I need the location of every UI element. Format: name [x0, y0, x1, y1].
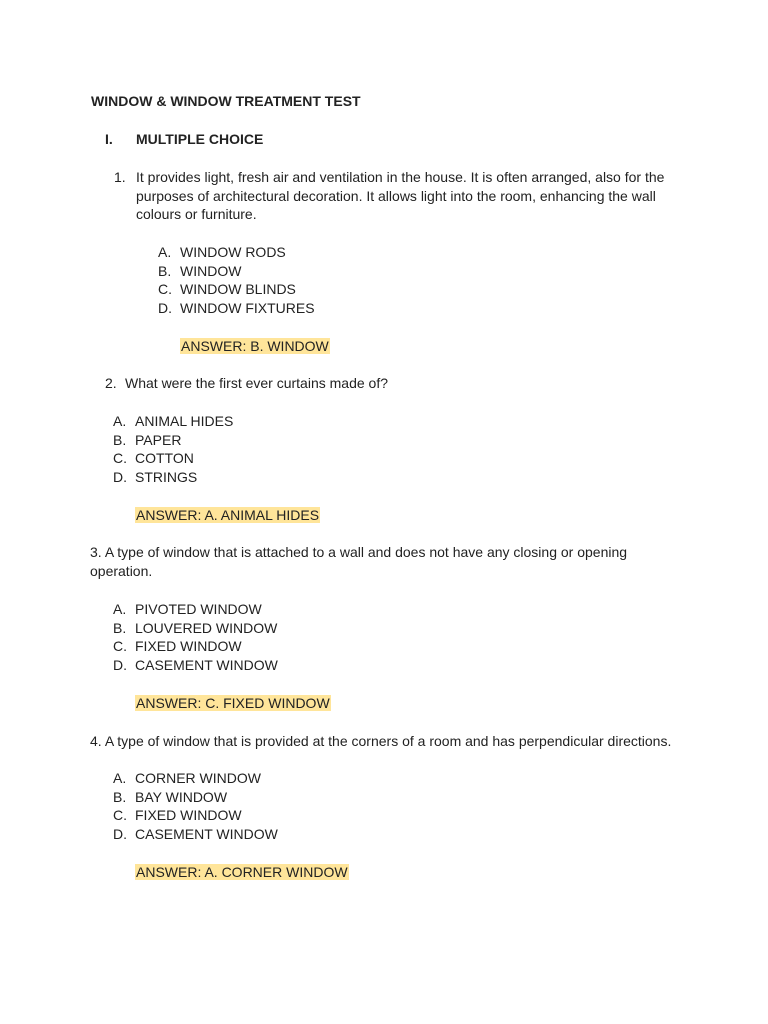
option-text: CASEMENT WINDOW: [135, 656, 278, 673]
document-title: WINDOW & WINDOW TREATMENT TEST: [91, 93, 361, 109]
option-b: [113, 619, 277, 637]
option-letter: B.: [158, 262, 172, 279]
option-letter: C.: [113, 450, 127, 466]
option-letter: A.: [113, 413, 127, 429]
option-text: LOUVERED WINDOW: [135, 619, 278, 636]
option-b: [113, 431, 181, 449]
option-text: FIXED WINDOW: [135, 807, 242, 823]
option-text: WINDOW RODS: [180, 244, 286, 260]
option-letter: D.: [113, 656, 127, 673]
question-text-line: colours or furniture.: [136, 206, 257, 222]
option-c: [113, 637, 242, 655]
section-heading: MULTIPLE CHOICE: [136, 131, 264, 147]
option-a: [113, 769, 261, 787]
option-letter: D.: [158, 299, 172, 316]
option-letter: C.: [113, 807, 127, 823]
option-letter: B.: [113, 431, 127, 448]
answer-highlight: ANSWER: B. WINDOW: [181, 338, 329, 354]
option-a: [113, 412, 233, 430]
option-text: PAPER: [135, 431, 182, 448]
answer-highlight: ANSWER: A. CORNER WINDOW: [136, 864, 348, 880]
option-text: STRINGS: [135, 468, 198, 485]
option-c: [158, 280, 296, 298]
question-number: 1.: [114, 169, 126, 185]
answer-highlight: ANSWER: C. FIXED WINDOW: [136, 695, 330, 711]
option-a: [113, 600, 262, 618]
option-text: CASEMENT WINDOW: [135, 825, 278, 842]
question-text-line: A type of window that is attached to a wall and does not have any closing or opening: [104, 544, 628, 560]
option-letter: B.: [113, 788, 127, 805]
option-d: [158, 299, 315, 317]
option-text: ANIMAL HIDES: [135, 413, 234, 429]
answer-highlight: ANSWER: A. ANIMAL HIDES: [136, 507, 320, 523]
option-c: [113, 806, 242, 824]
option-a: [158, 243, 286, 261]
question-text-line: It provides light, fresh air and ventilation in the house. It is often arranged, also for the: [136, 169, 665, 185]
section-numeral: I.: [105, 131, 113, 147]
option-text: COTTON: [135, 450, 194, 466]
option-letter: C.: [113, 638, 127, 654]
option-text: FIXED WINDOW: [135, 638, 242, 654]
option-text: WINDOW FIXTURES: [180, 299, 315, 316]
question-number: 3.: [90, 544, 102, 560]
option-d: [113, 656, 278, 674]
option-letter: B.: [113, 619, 127, 636]
option-text: CORNER WINDOW: [135, 770, 261, 786]
option-letter: D.: [113, 825, 127, 842]
option-c: [113, 449, 194, 467]
option-d: [113, 825, 278, 843]
option-letter: D.: [113, 468, 127, 485]
option-d: [113, 468, 197, 486]
option-text: WINDOW: [180, 262, 242, 279]
option-letter: A.: [158, 244, 172, 260]
question-number: 2.: [105, 375, 117, 391]
option-text: WINDOW BLINDS: [180, 281, 296, 297]
option-letter: A.: [113, 601, 127, 617]
option-text: BAY WINDOW: [135, 788, 228, 805]
option-b: [158, 262, 241, 280]
option-text: PIVOTED WINDOW: [135, 601, 262, 617]
question-text-line: A type of window that is provided at the corners of a room and has perpendicular directions.: [104, 733, 672, 749]
option-letter: C.: [158, 281, 172, 297]
option-letter: A.: [113, 770, 127, 786]
question-text-line: purposes of architectural decoration. It allows light into the room, enhancing the wall: [136, 187, 656, 204]
question-text-line: What were the first ever curtains made of?: [125, 375, 388, 391]
question-number: 4.: [90, 733, 102, 749]
option-b: [113, 788, 227, 806]
question-text-line: operation.: [90, 563, 153, 579]
